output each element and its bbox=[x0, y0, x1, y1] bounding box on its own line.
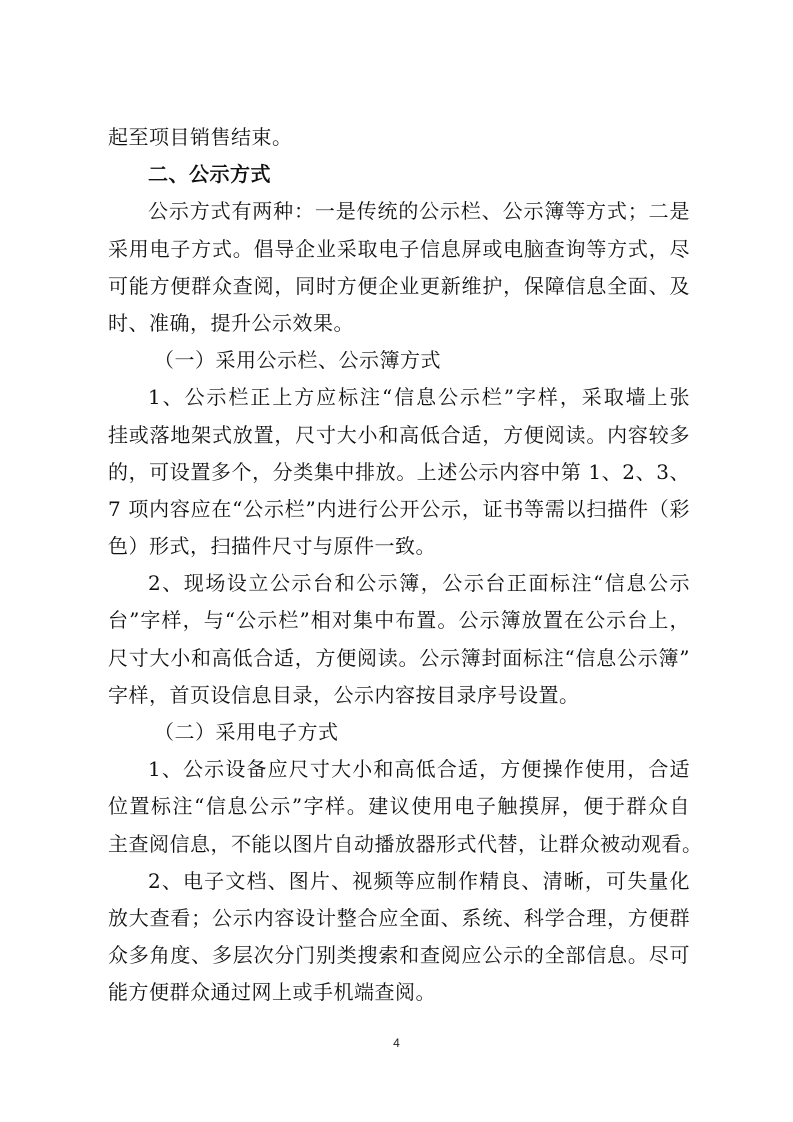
paragraph-line: 1、公示设备应尺寸大小和高低合适，方便操作使用，合适 bbox=[148, 757, 690, 782]
paragraph-line: 能方便群众通过网上或手机端查阅。 bbox=[108, 980, 436, 1005]
section-heading: 二、公示方式 bbox=[148, 162, 271, 187]
paragraph-line: 起至项目销售结束。 bbox=[108, 125, 293, 149]
paragraph-line: 1、公示栏正上方应标注“信息公示栏”字样，采取墙上张 bbox=[148, 385, 690, 410]
paragraph-line: 7 项内容应在“公示栏”内进行公开公示，证书等需以扫描件（彩 bbox=[108, 496, 690, 521]
paragraph-line: 放大查看；公示内容设计整合应全面、系统、科学合理，方便群 bbox=[108, 905, 690, 930]
paragraph-line: 尺寸大小和高低合适，方便阅读。公示簿封面标注“信息公示簿” bbox=[108, 645, 690, 670]
paragraph-line: 色）形式，扫描件尺寸与原件一致。 bbox=[108, 534, 436, 559]
paragraph-line: 2、电子文档、图片、视频等应制作精良、清晰，可失量化 bbox=[148, 868, 690, 893]
paragraph-line: 主查阅信息，不能以图片自动播放器形式代替，让群众被动观看。 bbox=[108, 831, 703, 856]
paragraph-line: 台”字样，与“公示栏”相对集中布置。公示簿放置在公示台上， bbox=[108, 608, 690, 633]
page-number: 4 bbox=[393, 1036, 400, 1050]
subsection-heading: （一）采用公示栏、公示簿方式 bbox=[154, 348, 441, 373]
paragraph-line: 可能方便群众查阅，同时方便企业更新维护，保障信息全面、及 bbox=[108, 273, 690, 298]
document-body bbox=[108, 119, 703, 1012]
paragraph-line: 2、现场设立公示台和公示簿，公示台正面标注“信息公示 bbox=[148, 571, 690, 596]
paragraph-line: 众多角度、多层次分门别类搜索和查阅应公示的全部信息。尽可 bbox=[108, 943, 690, 968]
paragraph-line: 字样，首页设信息目录，公示内容按目录序号设置。 bbox=[108, 682, 580, 707]
paragraph-line: 的，可设置多个，分类集中排放。上述公示内容中第 1、2、3、 bbox=[108, 459, 690, 484]
paragraph-line: 位置标注“信息公示”字样。建议使用电子触摸屏，便于群众自 bbox=[108, 794, 690, 819]
paragraph-line: 采用电子方式。倡导企业采取电子信息屏或电脑查询等方式，尽 bbox=[108, 236, 690, 261]
paragraph-line: 时、准确，提升公示效果。 bbox=[108, 310, 354, 335]
paragraph-line: 公示方式有两种：一是传统的公示栏、公示簿等方式；二是 bbox=[148, 199, 690, 224]
paragraph-line: 挂或落地架式放置，尺寸大小和高低合适，方便阅读。内容较多 bbox=[108, 422, 690, 447]
subsection-heading: （二）采用电子方式 bbox=[154, 720, 339, 744]
